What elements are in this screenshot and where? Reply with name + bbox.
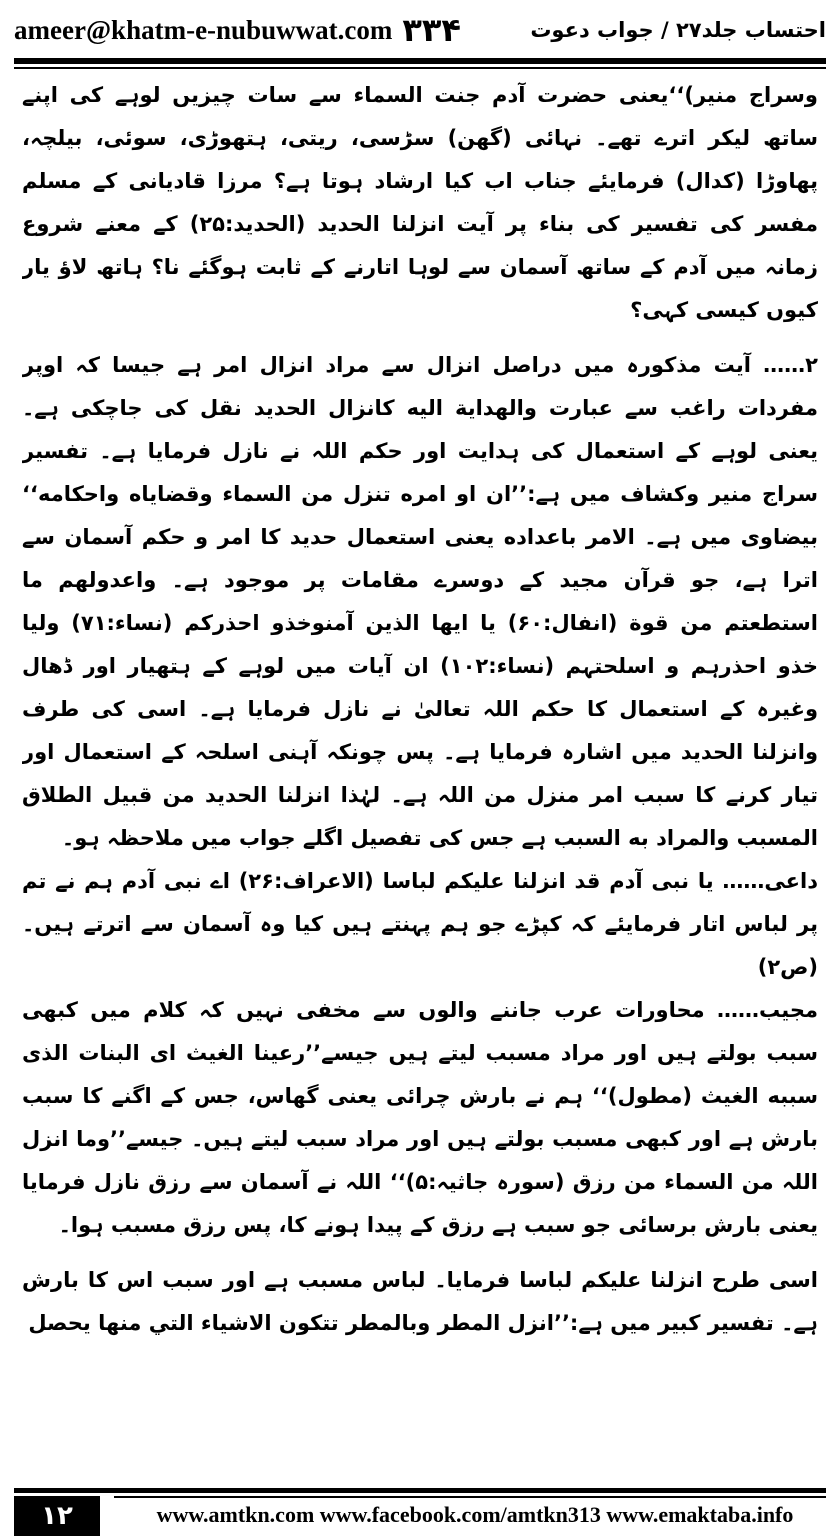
- header-page-number: ۳۳۴: [402, 11, 461, 49]
- page-header: [14, 8, 826, 52]
- header-rule-thick: [14, 58, 826, 64]
- paragraph-4: مجیب…… محاورات عرب جاننے والوں سے مخفی نہیں کہ کلام میں کبھی سبب بولتے ہیں اور مراد مسبب لیتے ہیں جیسے’’رعینا الغیث ای البنات الذی سببه الغیث (مطول)‘‘ ہم نے بارش چرائی یعنی گھاس، جس کے اگنے کا سبب بارش ہے اور کبھی مسبب بولتے ہیں اور مراد سبب لیتے ہیں۔ جیسے’’وما انزل اللہ من السماء من رزق (سورہ جاثیہ:۵)‘‘ اللہ نے آسمان سے رزق نازل فرمایا یعنی بارش برسائی جو سبب ہے رزق کے پیدا ہونے کا، پس رزق مسبب ہوا۔: [22, 998, 818, 1237]
- footer-urls: www.amtkn.com www.facebook.com/amtkn313 www.emaktaba.info: [156, 1502, 794, 1527]
- footer-rule-thin: [114, 1496, 826, 1498]
- header-email: ameer@khatm-e-nubuwwat.com: [14, 14, 393, 45]
- paragraph-3: داعی…… یا نبی آدم قد انزلنا علیکم لباسا (الاعراف:۲۶) اے نبی آدم ہم نے تم پر لباس اتار فرمایئے کہ کپڑے جو ہم پہنتے ہیں کیا وہ آسمان سے اترتے ہیں۔ (ص۲): [22, 869, 818, 979]
- paragraph-1: وسراج منیر)‘‘یعنی حضرت آدم جنت السماء سے سات چیزیں لوہے کی اپنے ساتھ لیکر اترے تھے۔ نہائی (گھن) سڑسی، ریتی، ہتھوڑی، سوئی، بیلچہ، پھاوڑا (کدال) فرمایئے جناب اب کیا ارشاد ہوتا ہے؟ مرزا قادیانی کے مسلم مفسر کی تفسیر کی بناء پر آیت انزلنا الحدید (الحدید:۲۵) کے معنے شروع زمانہ میں آدم کے ساتھ آسمان سے لوہا اتارنے کے ثابت ہوگئے نا؟ ہاتھ لاؤ یار کیوں کیسی کہی؟: [22, 83, 818, 322]
- header-rule-thin: [14, 67, 826, 69]
- header-left: [14, 11, 461, 49]
- paragraph-2: ۲…… آیت مذکورہ میں دراصل انزال سے مراد انزال امر ہے جیسا کہ اوپر مفردات راغب سے عبارت والهداية اليه كانزال الحديد نقل کی جاچکی ہے۔ یعنی لوہے کے استعمال کی ہدایت اور حکم اللہ نے نازل فرمایا ہے۔ تفسیر سراج منیر وکشاف میں ہے:’’ان او امره تنزل من السماء وقضاياه واحكامه‘‘ بیضاوی میں ہے۔ الامر باعداده یعنی استعمال حدید کا امر و حکم آسمان سے اترا ہے، جو قرآن مجید کے دوسرے مقامات پر موجود ہے۔ واعدولهم ما استطعتم من قوة (انفال:۶۰) یا ایها الذین آمنوخذو احذرکم (نساء:۷۱) ولیا خذو احذرہم و اسلحتہم (نساء:۱۰۲) ان آیات میں لوہے کے ہتھیار اور ڈھال وغیرہ کے استعمال کا حکم اللہ تعالیٰ نے نازل فرمایا ہے۔ اسی کی طرف وانزلنا الحدید میں اشارہ فرمایا ہے۔ پس چونکہ آہنی اسلحہ کے استعمال اور تیار کرنے کا سبب امر منزل من اللہ ہے۔ لہٰذا انزلنا الحدید من قبیل الطلاق المسبب والمراد به السبب ہے جس کی تفصیل اگلے جواب میں ملاحظہ ہو۔: [22, 353, 818, 850]
- running-title: احتساب جلد۲۷ / جواب دعوت: [530, 18, 826, 42]
- paragraph-5: اسی طرح انزلنا علیکم لباسا فرمایا۔ لباس مسبب ہے اور سبب اس کا بارش ہے۔ تفسیر کبیر میں ہے:’’انزل المطر وبالمطر تتكون الاشياء التي منها يحصل: [22, 1268, 818, 1335]
- body-text: [22, 74, 818, 1464]
- footer-page-number: ۱۲: [14, 1496, 100, 1536]
- footer-rule: [14, 1488, 826, 1493]
- page-footer: [14, 1488, 826, 1536]
